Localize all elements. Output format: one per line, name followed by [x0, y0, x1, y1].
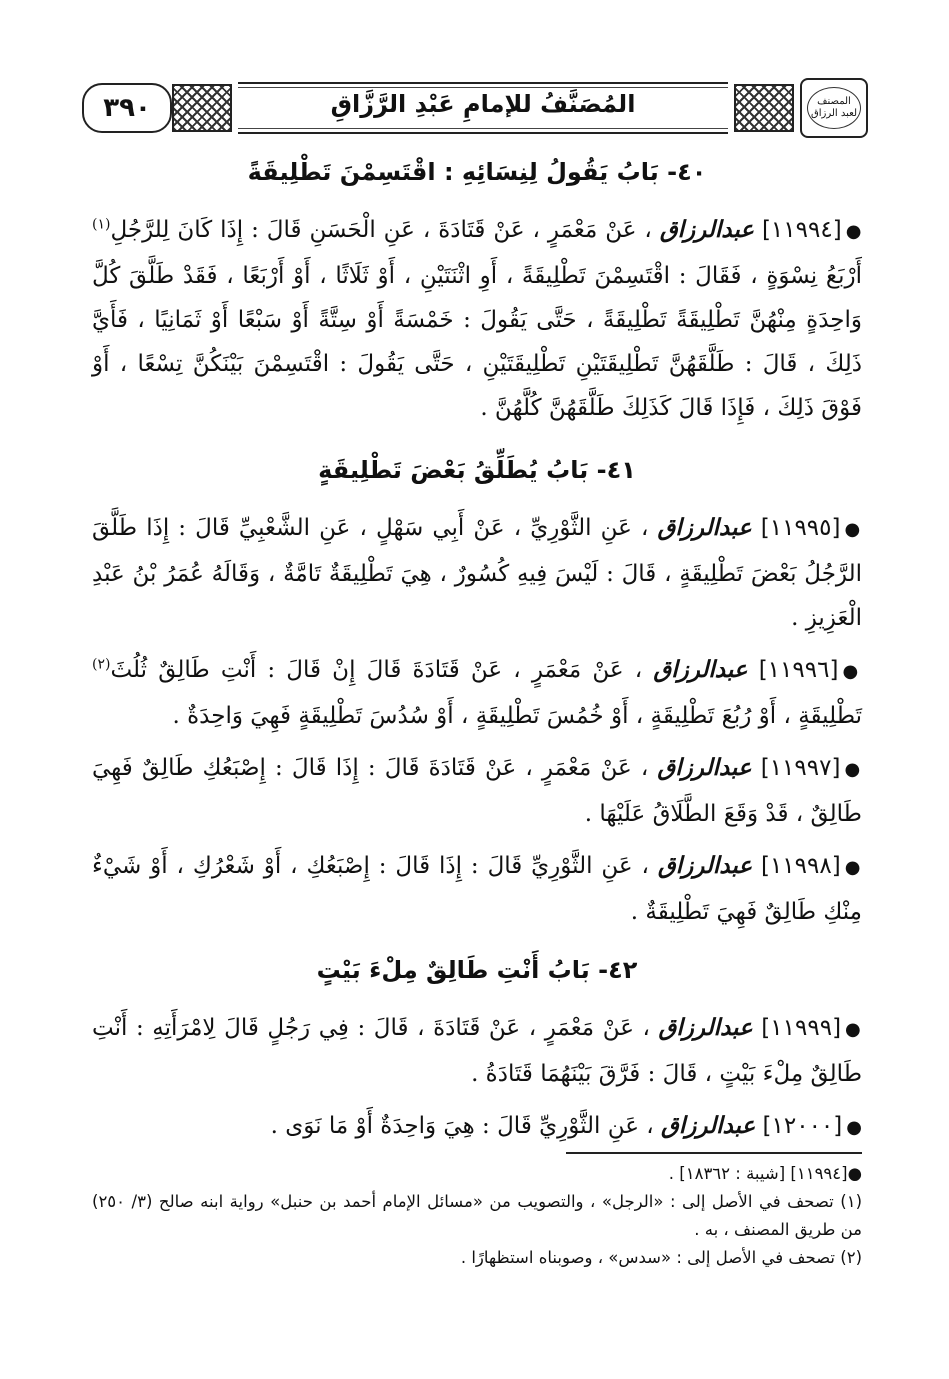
chapter-heading: ٤٠- بَابُ يَقُولُ لِنِسَائِهِ : اقْتَسِمْنَ تَطْلِيقَةً [247, 158, 707, 186]
hadith-text: ، عَنِ الثَّوْرِيِّ قَالَ : هِيَ وَاحِدَةٌ أَوْ مَا نَوَى . [270, 1113, 654, 1139]
seal-line-1: المصنف [817, 96, 851, 107]
footnotes [92, 1160, 862, 1272]
hadith-number: [١١٩٩٨] [760, 853, 841, 879]
bullet: ● [844, 759, 862, 780]
hadith-text-cont: تَطْلِيقَةٍ ، أَوْ رُبُعَ تَطْلِيقَةٍ ، أَوْ خُمُسَ تَطْلِيقَةٍ ، أَوْ سُدُسَ تَطْلِيقَةٍ فَهِيَ وَاحِدَةٌ . [172, 703, 862, 729]
hadith-entry [92, 844, 862, 934]
footnote-ref[interactable]: (١) [92, 216, 111, 233]
bullet: ● [845, 221, 863, 242]
hadith-text: ، عَنِ الثَّوْرِيِّ ، عَنْ أَبِي سَهْلٍ ، عَنِ الشَّعْبِيِّ قَالَ : إِذَا طَلَّقَ الرَّجُلُ بَعْضَ تَطْلِيقَةٍ ، قَالَ : لَيْسَ فِيهِ كُسُورٌ ، هِيَ تَطْلِيقَةٌ تَامَّةٌ ، وَقَالَهُ عُمَرُ بْنُ عَبْدِ الْعَزِيزِ . [92, 515, 862, 631]
hadith-entry [92, 208, 862, 430]
narrator-name: عبدالرزاق [658, 1014, 753, 1041]
page-body [92, 150, 862, 1158]
hadith-text-cont: أَرْبَعُ نِسْوَةٍ ، فَقَالَ : اقْتَسِمْنَ تَطْلِيقَةً ، أَوِ اثْنَتَيْنِ ، أَوْ ثَلَاثًا ، أَوْ أَرْبَعًا ، فَقَدْ طَلَّقَ كُلَّ وَاحِدَةٍ مِنْهُنَّ تَطْلِيقَةً تَطْلِيقَةً ، حَتَّى يَقُولَ : خَمْسَةً أَوْ سِتَّةً أَوْ سَبْعًا أَوْ ثَمَانِيًا ، فَأَيَّ ذَلِكَ ، قَالَ : طَلَّقَهُنَّ تَطْلِيقَتَيْنِ تَطْلِيقَتَيْنِ ، حَتَّى يَقُولَ : اقْتَسِمْنَ بَيْنَكُنَّ تِسْعًا ، أَوْ فَوْقَ ذَلِكَ ، فَإِذَا قَالَ كَذَلِكَ طَلَّقَهُنَّ كُلَّهُنَّ . [92, 263, 862, 421]
hadith-text: ، عَنْ مَعْمَرٍ ، عَنْ قَتَادَةَ ، قَالَ : فِي رَجُلٍ قَالَ لِامْرَأَتِهِ : أَنْتِ طَالِقٌ مِلْءَ بَيْتٍ ، قَالَ : فَرَّقَ بَيْنَهُمَا قَتَادَةُ . [92, 1015, 862, 1087]
page-header [82, 80, 868, 136]
footnote-source: ●[١١٩٩٤] [شيبة : ١٨٣٦٢] . [668, 1164, 862, 1183]
page-number [82, 83, 172, 133]
bullet: ● [845, 1019, 863, 1040]
hadith-number: [١١٩٩٥] [760, 515, 841, 541]
bullet: ● [844, 857, 862, 878]
footnote-ref[interactable]: (٢) [92, 656, 111, 673]
hadith-number: [١١٩٩٦] [758, 657, 839, 683]
hadith-entry [92, 648, 862, 738]
seal-medallion [807, 87, 861, 129]
header-ornament-left [734, 84, 794, 132]
narrator-name: عبدالرزاق [657, 514, 752, 541]
hadith-number: [١١٩٩٤] [761, 217, 842, 243]
hadith-number: [١١٩٩٧] [760, 755, 841, 781]
hadith-entry [92, 1104, 862, 1150]
book-seal-logo [800, 78, 868, 138]
footnote-2: (٢) تصحف في الأصل إلى : «سدس» ، وصوبناه استظهارًا . [460, 1248, 862, 1267]
page-number-text: ٣٩٠ [103, 93, 151, 123]
header-ornament-right [172, 84, 232, 132]
seal-line-2: لعبد الرزاق [810, 108, 858, 119]
hadith-text: ، عَنِ الثَّوْرِيِّ قَالَ : إِذَا قَالَ : إِصْبَعُكِ ، أَوْ شَعْرُكِ ، أَوْ شَيْءٌ مِنْكِ طَالِقٌ فَهِيَ تَطْلِيقَةٌ . [92, 853, 862, 925]
chapter-heading: ٤١- بَابُ يُطَلِّقُ بَعْضَ تَطْلِيقَةٍ [318, 456, 636, 484]
hadith-text: ، عَنْ مَعْمَرٍ ، عَنْ قَتَادَةَ قَالَ إِنْ قَالَ : أَنْتِ طَالِقٌ ثُلُثَ [110, 657, 643, 683]
hadith-number: [١٢٠٠٠] [762, 1113, 843, 1139]
footnote-1: (١) تصحف في الأصل إلى : «الرجل» ، والتصويب من «مسائل الإمام أحمد بن حنبل» رواية ابنه صالح (٣/ ٢٥٠) من طريق المصنف ، به . [92, 1192, 862, 1239]
hadith-text: ، عَنْ مَعْمَرٍ ، عَنْ قَتَادَةَ ، عَنِ الْحَسَنِ قَالَ : إِذَا كَانَ لِلرَّجُلِ [110, 217, 652, 243]
hadith-entry [92, 506, 862, 640]
bullet: ● [842, 661, 862, 682]
hadith-entry [92, 1006, 862, 1096]
chapter-heading: ٤٢- بَابُ أَنْتِ طَالِقٌ مِلْءَ بَيْتٍ [316, 956, 638, 984]
narrator-name: عبدالرزاق [657, 754, 752, 781]
narrator-name: عبدالرزاق [661, 1112, 756, 1139]
hadith-number: [١١٩٩٩] [761, 1015, 842, 1041]
bullet: ● [846, 1117, 862, 1138]
narrator-name: عبدالرزاق [657, 852, 753, 879]
header-title-frame [238, 82, 728, 134]
narrator-name: عبدالرزاق [659, 216, 754, 243]
bullet: ● [844, 519, 862, 540]
hadith-text: ، عَنْ مَعْمَرٍ ، عَنْ قَتَادَةَ قَالَ : إِذَا قَالَ : إِصْبَعُكِ طَالِقٌ فَهِيَ طَالِقٌ ، قَدْ وَقَعَ الطَّلَاقُ عَلَيْهَا . [92, 755, 862, 827]
hadith-entry [92, 746, 862, 836]
footnote-divider [566, 1152, 862, 1154]
running-title: المُصَنَّفُ للإمامِ عَبْدِ الرَّزَّاقِ [330, 90, 636, 118]
narrator-name: عبدالرزاق [653, 656, 748, 683]
